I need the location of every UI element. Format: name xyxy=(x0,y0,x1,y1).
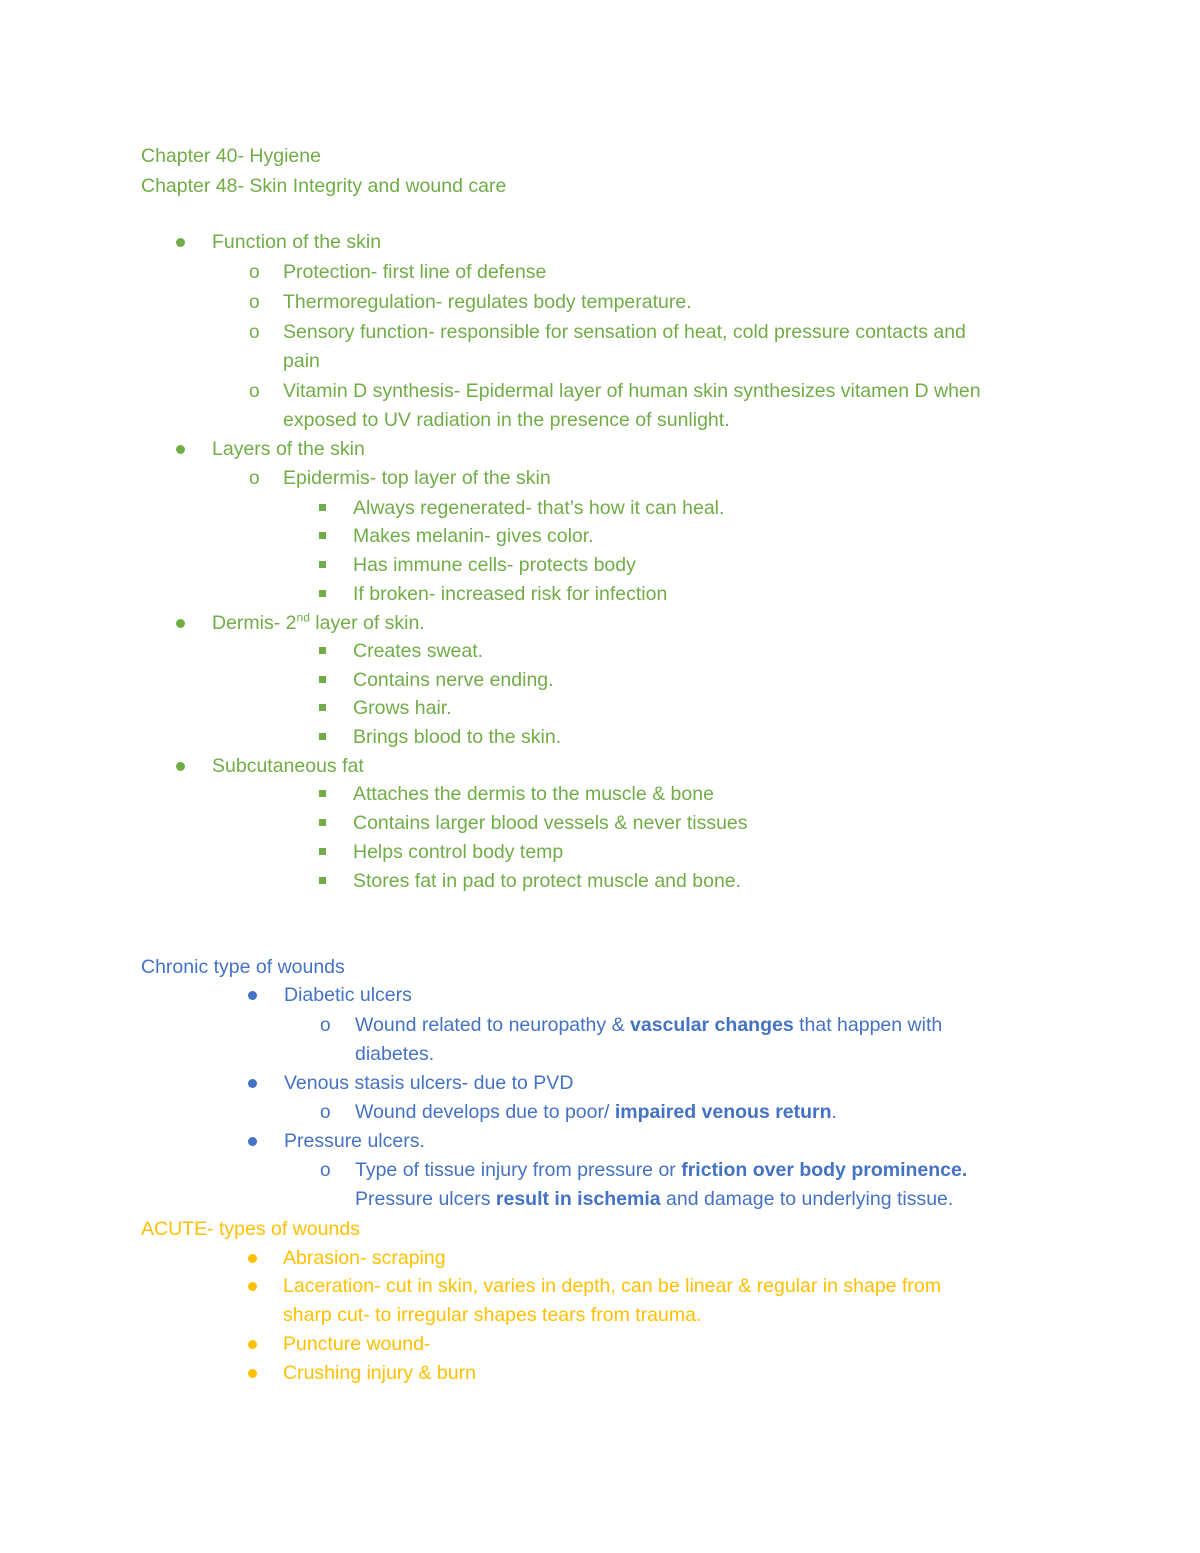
chronic-wounds-heading: Chronic type of wounds xyxy=(141,956,345,978)
list-item-continuation: sharp cut- to irregular shapes tears from trauma. xyxy=(283,1304,702,1326)
bullet-square-icon xyxy=(319,877,326,884)
bullet-dot-icon xyxy=(176,619,185,628)
bullet-dot-icon xyxy=(248,1369,257,1378)
bullet-dot-icon xyxy=(176,238,185,247)
bullet-circle-icon: o xyxy=(249,468,260,489)
bullet-circle-icon: o xyxy=(320,1102,331,1123)
bullet-square-icon xyxy=(319,733,326,740)
list-item: Helps control body temp xyxy=(353,841,564,863)
list-item: Wound related to neuropathy & vascular changes that happen with xyxy=(355,1014,943,1036)
list-item-continuation: Pressure ulcers result in ischemia and damage to underlying tissue. xyxy=(355,1188,954,1210)
list-item-continuation: exposed to UV radiation in the presence of sunlight. xyxy=(283,409,730,431)
list-item: Thermoregulation- regulates body temperature. xyxy=(283,291,692,313)
list-item: Grows hair. xyxy=(353,697,452,719)
list-item: Creates sweat. xyxy=(353,640,484,662)
layers-of-skin-label: Layers of the skin xyxy=(212,438,365,460)
bullet-square-icon xyxy=(319,819,326,826)
list-item: Crushing injury & burn xyxy=(283,1362,476,1384)
list-item: Always regenerated- that’s how it can heal. xyxy=(353,497,725,519)
bullet-square-icon xyxy=(319,704,326,711)
epidermis-label: Epidermis- top layer of the skin xyxy=(283,467,551,489)
list-item-continuation: diabetes. xyxy=(355,1043,435,1065)
bullet-dot-icon xyxy=(248,1340,257,1349)
heading-chapter-40: Chapter 40- Hygiene xyxy=(141,145,321,167)
bullet-square-icon xyxy=(319,790,326,797)
list-item: Puncture wound- xyxy=(283,1333,431,1355)
pressure-ulcers-label: Pressure ulcers. xyxy=(284,1130,425,1152)
bullet-dot-icon xyxy=(176,762,185,771)
list-item: Sensory function- responsible for sensation of heat, cold pressure contacts and xyxy=(283,321,966,343)
list-item: Vitamin D synthesis- Epidermal layer of human skin synthesizes vitamen D when xyxy=(283,380,981,402)
list-item: Contains nerve ending. xyxy=(353,669,554,691)
list-item: Wound develops due to poor/ impaired venous return. xyxy=(355,1101,837,1123)
function-of-skin-label: Function of the skin xyxy=(212,231,382,253)
bullet-circle-icon: o xyxy=(320,1160,331,1181)
bullet-circle-icon: o xyxy=(320,1015,331,1036)
dermis-label: Dermis- 2nd layer of skin. xyxy=(212,610,425,634)
bullet-square-icon xyxy=(319,647,326,654)
bullet-dot-icon xyxy=(248,991,257,1000)
bullet-dot-icon xyxy=(248,1079,257,1088)
bullet-circle-icon: o xyxy=(249,262,260,283)
list-item: Attaches the dermis to the muscle & bone xyxy=(353,783,714,805)
list-item: Abrasion- scraping xyxy=(283,1247,446,1269)
heading-chapter-48: Chapter 48- Skin Integrity and wound care xyxy=(141,175,507,197)
bullet-square-icon xyxy=(319,676,326,683)
bullet-dot-icon xyxy=(248,1137,257,1146)
list-item: If broken- increased risk for infection xyxy=(353,583,668,605)
list-item: Brings blood to the skin. xyxy=(353,726,562,748)
bullet-circle-icon: o xyxy=(249,381,260,402)
bullet-dot-icon xyxy=(176,445,185,454)
acute-wounds-heading: ACUTE- types of wounds xyxy=(141,1218,360,1240)
list-item-continuation: pain xyxy=(283,350,320,372)
bullet-square-icon xyxy=(319,848,326,855)
bullet-dot-icon xyxy=(248,1282,257,1291)
list-item: Laceration- cut in skin, varies in depth, can be linear & regular in shape from xyxy=(283,1275,941,1297)
bullet-square-icon xyxy=(319,532,326,539)
bullet-circle-icon: o xyxy=(249,322,260,343)
bullet-square-icon xyxy=(319,561,326,568)
list-item: Contains larger blood vessels & never tissues xyxy=(353,812,748,834)
list-item: Makes melanin- gives color. xyxy=(353,525,594,547)
venous-ulcers-label: Venous stasis ulcers- due to PVD xyxy=(284,1072,574,1094)
bullet-circle-icon: o xyxy=(249,292,260,313)
bullet-dot-icon xyxy=(248,1254,257,1263)
bullet-square-icon xyxy=(319,590,326,597)
list-item: Type of tissue injury from pressure or friction over body prominence. xyxy=(355,1159,968,1181)
subcutaneous-label: Subcutaneous fat xyxy=(212,755,364,777)
list-item: Protection- first line of defense xyxy=(283,261,547,283)
list-item: Stores fat in pad to protect muscle and bone. xyxy=(353,870,742,892)
diabetic-ulcers-label: Diabetic ulcers xyxy=(284,984,412,1006)
bullet-square-icon xyxy=(319,504,326,511)
list-item: Has immune cells- protects body xyxy=(353,554,636,576)
